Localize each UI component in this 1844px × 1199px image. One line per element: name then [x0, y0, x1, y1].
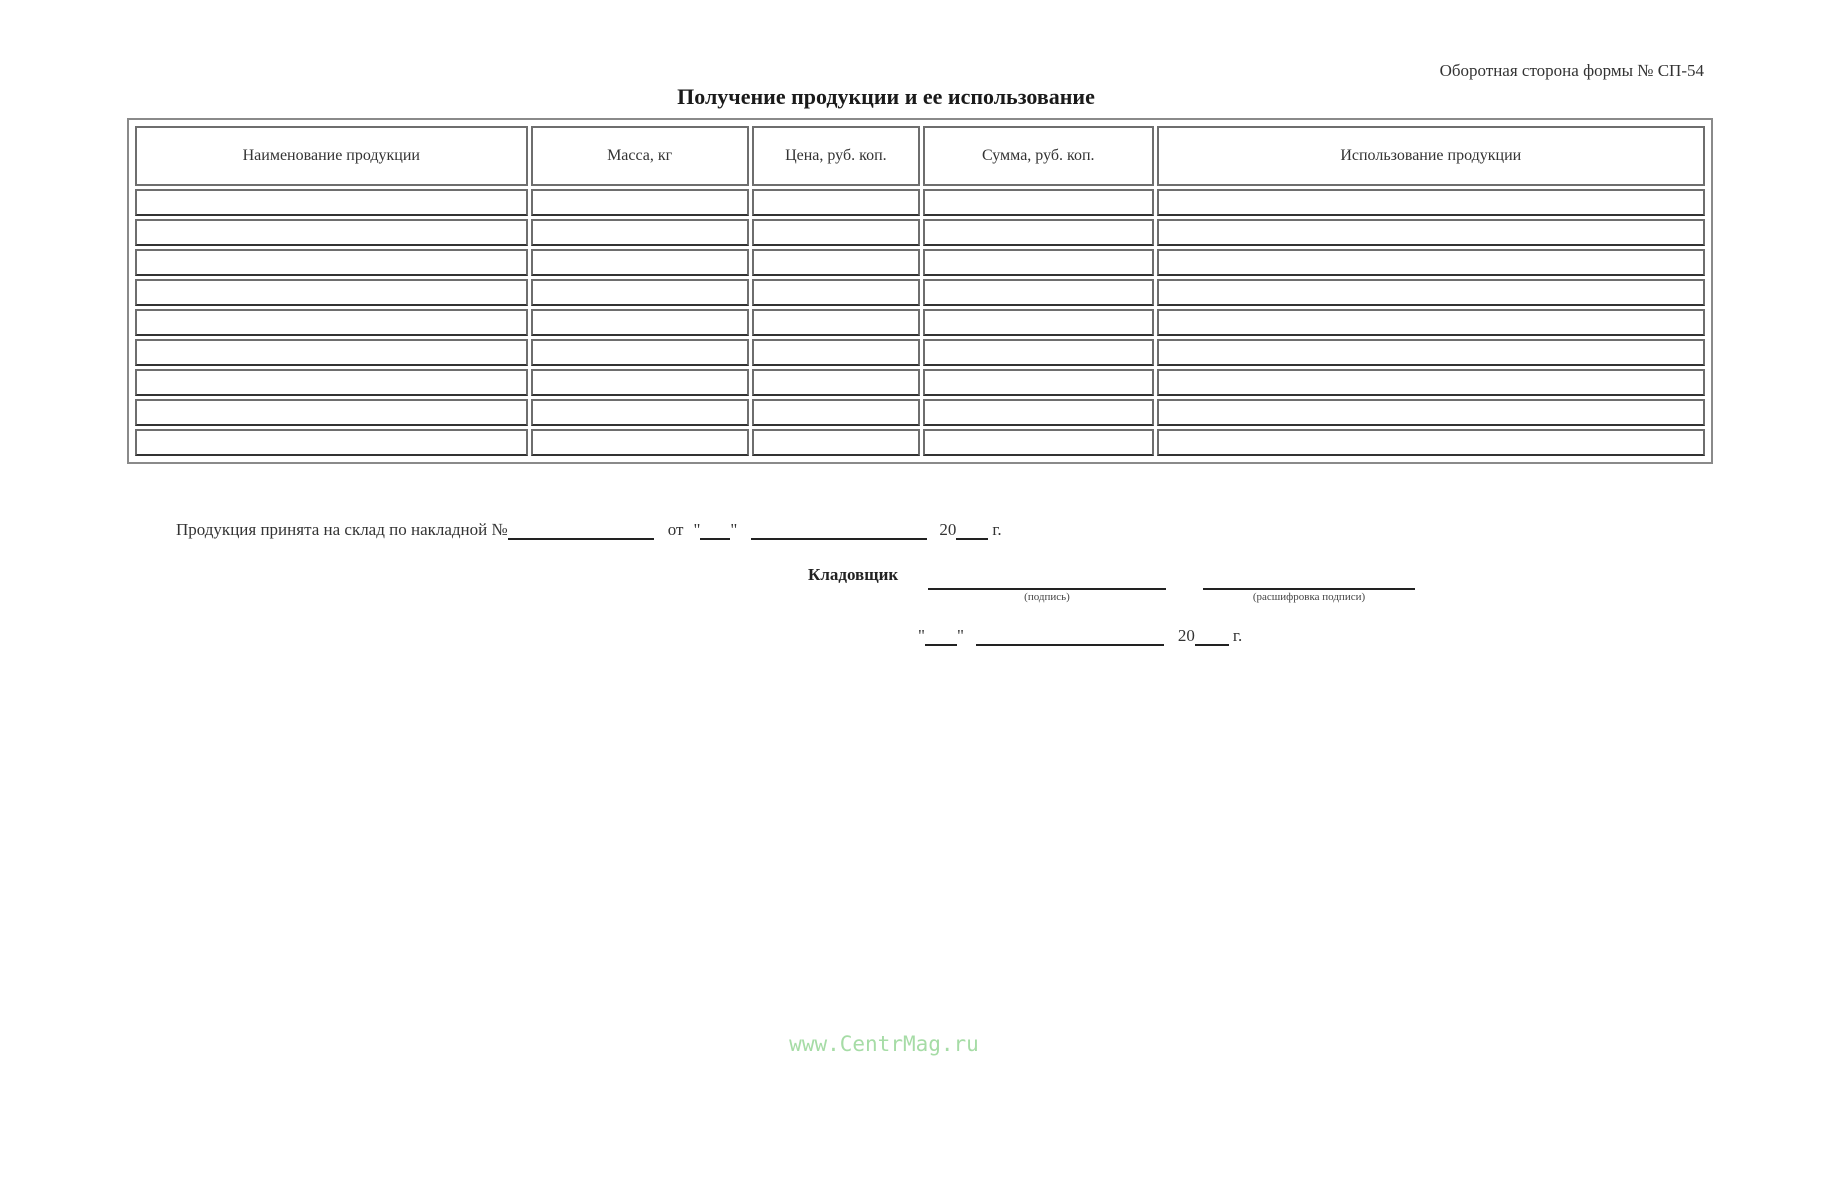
table-cell[interactable] — [923, 189, 1154, 216]
table-cell[interactable] — [531, 279, 749, 306]
date-day-field[interactable] — [925, 626, 957, 646]
date-year-suffix: г. — [1232, 626, 1243, 645]
table-cell[interactable] — [752, 189, 920, 216]
table-cell[interactable] — [752, 279, 920, 306]
receipt-month-field[interactable] — [751, 520, 927, 540]
table-row — [135, 399, 1705, 426]
from-label: от — [667, 520, 684, 539]
signature-decoding-block — [1203, 570, 1415, 603]
table-cell[interactable] — [752, 309, 920, 336]
receipt-prefix: Продукция принята на склад по накладной № — [176, 520, 508, 539]
table-cell[interactable] — [531, 249, 749, 276]
date-month-field[interactable] — [976, 626, 1164, 646]
signature-date-line — [918, 626, 1242, 646]
invoice-number-field[interactable] — [508, 520, 654, 540]
header-usage: Использование продукции — [1157, 126, 1705, 186]
table-header-row — [135, 126, 1705, 186]
signature-decoding-field[interactable] — [1203, 570, 1415, 590]
signature-decoding-caption: (расшифровка подписи) — [1252, 591, 1366, 603]
table-cell[interactable] — [135, 249, 528, 276]
table-cell[interactable] — [135, 189, 528, 216]
header-sum: Сумма, руб. коп. — [923, 126, 1154, 186]
table-cell[interactable] — [135, 219, 528, 246]
table-cell[interactable] — [1157, 309, 1705, 336]
watermark: www.CentrMag.ru — [789, 1032, 979, 1056]
table-cell[interactable] — [135, 369, 528, 396]
table-cell[interactable] — [923, 219, 1154, 246]
products-table-frame — [127, 118, 1713, 464]
watermark-row — [0, 1032, 1844, 1056]
table-cell[interactable] — [1157, 399, 1705, 426]
table-cell[interactable] — [752, 249, 920, 276]
table-cell[interactable] — [752, 399, 920, 426]
date-quote-close: " — [956, 626, 964, 645]
table-cell[interactable] — [135, 279, 528, 306]
table-row — [135, 279, 1705, 306]
table-cell[interactable] — [752, 369, 920, 396]
table-cell[interactable] — [1157, 429, 1705, 456]
signature-block — [928, 570, 1166, 603]
quote-close: " — [730, 520, 738, 539]
table-cell[interactable] — [1157, 189, 1705, 216]
signature-caption: (подпись) — [1024, 591, 1070, 603]
table-cell[interactable] — [531, 309, 749, 336]
receipt-year-field[interactable] — [956, 520, 988, 540]
receipt-year-suffix: г. — [992, 520, 1002, 539]
table-cell[interactable] — [1157, 339, 1705, 366]
quote-open: " — [693, 520, 701, 539]
header-mass: Масса, кг — [531, 126, 749, 186]
header-price: Цена, руб. коп. — [752, 126, 920, 186]
storekeeper-label: Кладовщик — [808, 565, 899, 584]
receipt-day-field[interactable] — [700, 520, 730, 540]
signature-field[interactable] — [928, 570, 1166, 590]
form-title-row — [0, 84, 1844, 110]
table-row — [135, 309, 1705, 336]
table-cell[interactable] — [923, 279, 1154, 306]
table-cell[interactable] — [923, 369, 1154, 396]
table-row — [135, 249, 1705, 276]
table-cell[interactable] — [1157, 369, 1705, 396]
table-row — [135, 429, 1705, 456]
table-cell[interactable] — [135, 339, 528, 366]
date-year-prefix: 20 — [1177, 626, 1195, 645]
receipt-year-prefix: 20 — [939, 520, 957, 539]
table-cell[interactable] — [135, 399, 528, 426]
table-cell[interactable] — [923, 429, 1154, 456]
table-cell[interactable] — [531, 219, 749, 246]
table-cell[interactable] — [531, 369, 749, 396]
table-cell[interactable] — [752, 429, 920, 456]
table-cell[interactable] — [752, 339, 920, 366]
table-row — [135, 369, 1705, 396]
table-row — [135, 339, 1705, 366]
date-quote-open: " — [918, 626, 925, 645]
table-cell[interactable] — [923, 249, 1154, 276]
date-year-field[interactable] — [1195, 626, 1229, 646]
table-row — [135, 219, 1705, 246]
table-cell[interactable] — [531, 339, 749, 366]
table-cell[interactable] — [1157, 219, 1705, 246]
form-title: Получение продукции и ее использование — [677, 84, 1095, 109]
table-cell[interactable] — [531, 399, 749, 426]
table-cell[interactable] — [135, 429, 528, 456]
table-cell[interactable] — [531, 189, 749, 216]
receipt-line — [176, 520, 1002, 540]
table-cell[interactable] — [752, 219, 920, 246]
table-cell[interactable] — [923, 309, 1154, 336]
table-cell[interactable] — [1157, 249, 1705, 276]
table-cell[interactable] — [135, 309, 528, 336]
table-cell[interactable] — [923, 339, 1154, 366]
table-cell[interactable] — [1157, 279, 1705, 306]
table-cell[interactable] — [531, 429, 749, 456]
table-row — [135, 189, 1705, 216]
table-cell[interactable] — [923, 399, 1154, 426]
products-table — [132, 123, 1708, 459]
table-body — [135, 189, 1705, 456]
header-product-name: Наименование продукции — [135, 126, 528, 186]
form-reference: Оборотная сторона формы № СП-54 — [1439, 61, 1704, 80]
